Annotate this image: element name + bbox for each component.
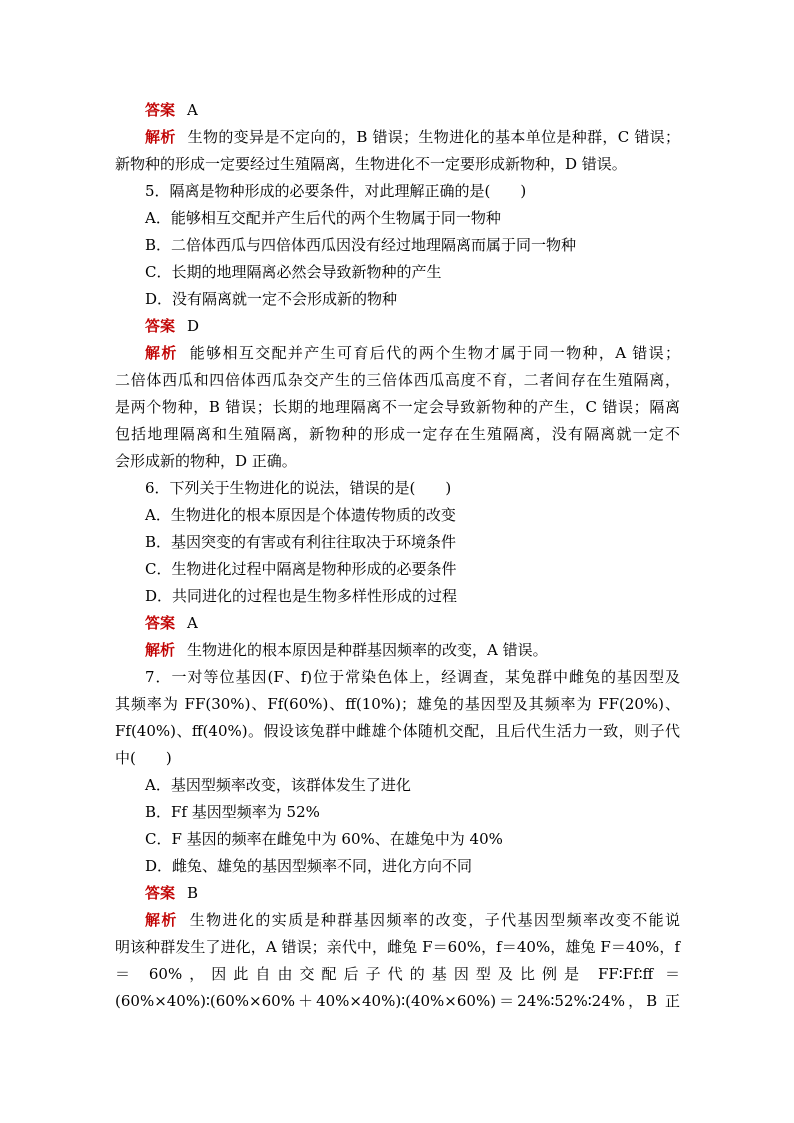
answer-label: 答案 [145,101,176,119]
analysis-line [115,340,680,367]
question-stem: 5．隔离是物种形成的必要条件，对此理解正确的是( ) [145,182,527,200]
option-d: D．雌兔、雄兔的基因型频率不同，进化方向不同 [145,857,473,875]
option-a: A．生物进化的根本原因是个体遗传物质的改变 [145,506,456,524]
analysis-line: (60%×40%)∶(60%×60%＋40%×40%)∶(40%×60%)＝24%∶52%∶24%，B 正 [115,992,680,1010]
analysis-line: 新物种的形成一定要经过生殖隔离，生物进化不一定要形成新物种，D 错误。 [115,155,627,173]
question-stem: 中( ) [115,749,172,767]
answer-value: D [187,317,200,335]
answer-label: 答案 [145,614,176,632]
analysis-line: 明该种群发生了进化，A 错误；亲代中，雌兔 F＝60%，f＝40%，雄兔 F＝40%，f [115,938,680,956]
analysis-line [115,124,680,151]
question-stem: 7．一对等位基因(F、f)位于常染色体上，经调查，某兔群中雌兔的基因型及 [145,668,680,686]
question-stem: Ff(40%)、ff(40%)。假设该兔群中雌雄个体随机交配，且后代生活力一致，则子代 [115,722,680,740]
option-a: A．基因型频率改变，该群体发生了进化 [145,776,411,794]
analysis-line [115,907,680,934]
analysis-label: 解析 [145,911,178,929]
option-b: B．二倍体西瓜与四倍体西瓜因没有经过地理隔离而属于同一物种 [145,236,577,254]
analysis-line: 会形成新的物种，D 正确。 [115,452,297,470]
analysis-label: 解析 [145,641,176,659]
answer-label: 答案 [145,884,176,902]
analysis-line: 二倍体西瓜和四倍体西瓜杂交产生的三倍体西瓜高度不育，二者间存在生殖隔离， [115,371,680,389]
analysis-line: 包括地理隔离和生殖隔离，新物种的形成一定存在生殖隔离，没有隔离就一定不 [115,425,680,443]
answer-value: B [187,884,199,902]
question-stem: 其频率为 FF(30%)、Ff(60%)、ff(10%)；雄兔的基因型及其频率为 FF(20%)、 [115,695,680,713]
analysis-text: 生物的变异是不定向的，B 错误；生物进化的基本单位是种群，C 错误； [187,128,680,146]
analysis-label: 解析 [145,128,176,146]
analysis-text: 生物进化的实质是种群基因频率的改变，子代基因型频率改变不能说 [189,911,680,929]
option-d: D．没有隔离就一定不会形成新的物种 [145,290,398,308]
analysis-text: 能够相互交配并产生可育后代的两个生物才属于同一物种，A 错误； [189,344,680,362]
option-a: A．能够相互交配并产生后代的两个生物属于同一物种 [145,209,501,227]
answer-line [115,313,680,340]
analysis-text: 生物进化的根本原因是种群基因频率的改变，A 错误。 [187,641,548,659]
answer-value: A [187,101,198,119]
analysis-line: 是两个物种，B 错误；长期的地理隔离不一定会导致新物种的产生，C 错误；隔离 [115,398,680,416]
answer-line [115,97,680,124]
question-stem: 6．下列关于生物进化的说法，错误的是( ) [145,479,452,497]
option-d: D．共同进化的过程也是生物多样性形成的过程 [145,587,458,605]
option-b: B．基因突变的有害或有利往往取决于环境条件 [145,533,457,551]
option-c: C．长期的地理隔离必然会导致新物种的产生 [145,263,442,281]
document-page [115,97,680,1015]
answer-line [115,880,680,907]
option-c: C．F 基因的频率在雌兔中为 60%、在雄兔中为 40% [145,830,503,848]
option-c: C．生物进化过程中隔离是物种形成的必要条件 [145,560,457,578]
answer-value: A [187,614,198,632]
analysis-line [115,637,680,664]
answer-line [115,610,680,637]
answer-label: 答案 [145,317,176,335]
analysis-label: 解析 [145,344,178,362]
option-b: B．Ff 基因型频率为 52% [145,803,320,821]
analysis-line: ＝ 60%，因此自由交配后子代的基因型及比例是 FF∶Ff∶ff ＝ [115,965,680,983]
